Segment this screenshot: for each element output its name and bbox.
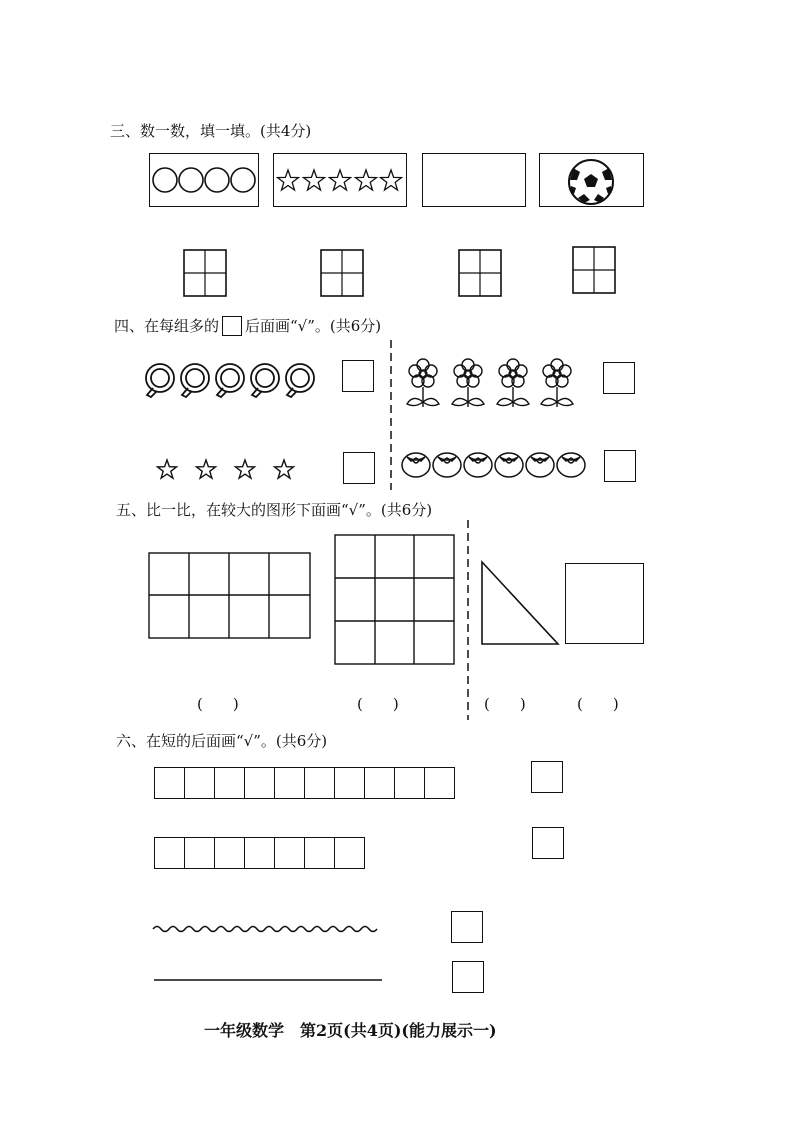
answer-box-row-7[interactable] (532, 827, 564, 859)
circles-picture-box (149, 153, 259, 207)
cells-row-10 (154, 767, 455, 799)
triangle-shape (480, 560, 560, 646)
grid-3x3-shape (334, 534, 456, 666)
section5-title: 五、比一比，在较大的图形下面画“√”。(共6分) (116, 501, 433, 519)
stars-picture-box (273, 153, 407, 207)
answer-box-straight[interactable] (452, 961, 484, 993)
answer-box-rings[interactable] (342, 360, 374, 392)
answer-paren-1[interactable]: ( ) (197, 695, 239, 713)
answer-grid-2[interactable] (320, 249, 364, 297)
answer-grid-4[interactable] (572, 246, 616, 294)
cells-row-7 (154, 837, 365, 869)
soccer-ball-icon (540, 154, 645, 208)
answer-paren-4[interactable]: ( ) (577, 695, 619, 713)
flowers-drawing (402, 354, 582, 410)
grid-2x4-shape (148, 552, 312, 640)
soccer-picture-box (539, 153, 644, 207)
answer-box-flowers[interactable] (603, 362, 635, 394)
persimmons-drawing (400, 448, 590, 482)
straight-line (153, 977, 385, 983)
stars-drawing (274, 154, 408, 208)
inline-box-icon (222, 316, 242, 336)
answer-box-wavy[interactable] (451, 911, 483, 943)
answer-box-stars[interactable] (343, 452, 375, 484)
answer-box-persimmons[interactable] (604, 450, 636, 482)
answer-grid-1[interactable] (183, 249, 227, 297)
section6-title: 六、在短的后面画“√”。(共6分) (116, 732, 328, 750)
square-shape (565, 563, 644, 644)
section3-title: 三、数一数，填一填。(共4分) (110, 122, 312, 140)
dashed-divider (389, 340, 393, 490)
dashed-divider-2 (466, 520, 470, 720)
empty-picture-box (422, 153, 526, 207)
answer-grid-3[interactable] (458, 249, 502, 297)
answer-box-row-10[interactable] (531, 761, 563, 793)
wavy-line (152, 923, 384, 935)
circles-drawing (150, 154, 260, 208)
page-footer: 一年级数学 第2页(共4页)(能力展示一) (204, 1021, 497, 1040)
answer-paren-2[interactable]: ( ) (357, 695, 399, 713)
section4-title: 四、在每组多的 后面画“√”。(共6分) (114, 317, 382, 335)
small-stars-drawing (154, 455, 304, 485)
rings-drawing (142, 356, 322, 402)
answer-paren-3[interactable]: ( ) (484, 695, 526, 713)
